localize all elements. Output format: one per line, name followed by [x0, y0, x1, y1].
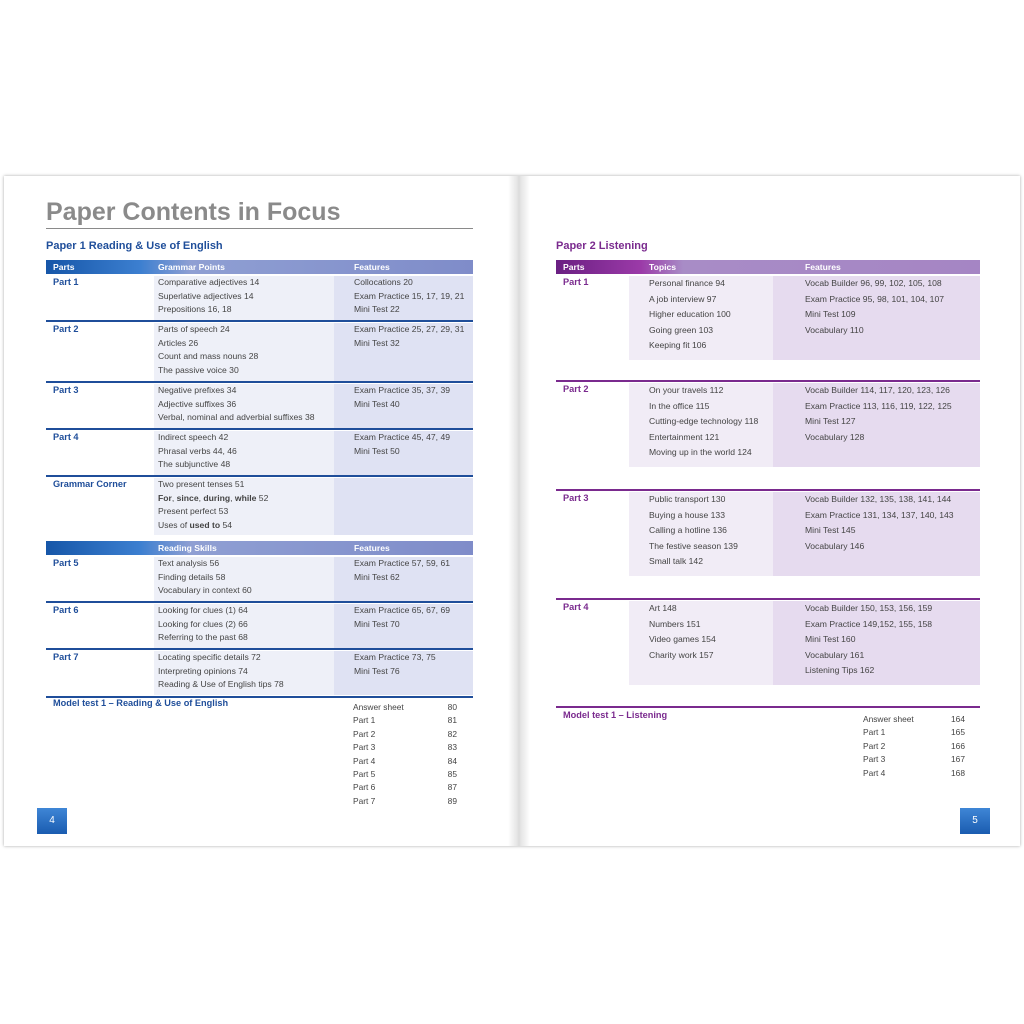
row-feature: Vocabulary 146 [805, 540, 865, 551]
model-test-item-page: 83 [447, 742, 457, 753]
row-feature: Mini Test 62 [354, 571, 400, 582]
row-part-label: Part 7 [53, 652, 79, 662]
row-items [649, 601, 716, 663]
row-part-label: Part 4 [53, 432, 79, 442]
row-items [649, 276, 731, 354]
row-feature: Mini Test 127 [805, 416, 856, 426]
row-item: Adjective suffixes 36 [158, 398, 237, 409]
row-feature: Mini Test 70 [354, 618, 400, 629]
paper2-heading: Paper 2 Listening [556, 240, 648, 252]
table-row [46, 276, 473, 320]
model-test-item [353, 768, 457, 781]
row-part-label: Part 3 [563, 493, 589, 503]
row-feature: Exam Practice 131, 134, 137, 140, 143 [805, 509, 954, 520]
model-test-item [863, 740, 965, 753]
model-test-item-name: Part 7 [353, 795, 376, 806]
row-features [354, 604, 450, 631]
model-test-item-name: Part 1 [353, 715, 376, 726]
model-test-item [863, 713, 965, 726]
model-test-list [353, 701, 457, 808]
row-feature: Exam Practice 149,152, 155, 158 [805, 618, 933, 629]
model-test-item-page: 89 [447, 795, 457, 806]
page-title: Paper Contents in Focus [46, 196, 473, 229]
row-separator [556, 380, 980, 382]
paper1-heading: Paper 1 Reading & Use of English [46, 240, 223, 252]
row-features [354, 323, 464, 350]
model-test-item [353, 741, 457, 754]
row-item: Referring to the past 68 [158, 632, 248, 642]
table-header-row [556, 260, 980, 274]
row-feature: Vocab Builder 132, 135, 138, 141, 144 [805, 494, 952, 504]
table-row [46, 478, 473, 535]
header-parts: Parts [53, 262, 75, 272]
row-separator [556, 706, 980, 708]
header-features: Features [354, 543, 390, 553]
header-middle: Topics [649, 262, 677, 272]
row-item: Vocabulary in context 60 [158, 585, 252, 595]
row-features [354, 431, 450, 458]
row-item: On your travels 112 [649, 385, 724, 395]
row-feature: Vocabulary 161 [805, 649, 865, 660]
row-feature: Exam Practice 113, 116, 119, 122, 125 [805, 400, 952, 411]
row-part-label: Part 1 [563, 277, 589, 287]
row-feature: Exam Practice 65, 67, 69 [354, 605, 451, 615]
row-feature: Exam Practice 57, 59, 61 [354, 558, 451, 568]
row-item: Two present tenses 51 [158, 479, 245, 489]
row-feature: Collocations 20 [354, 277, 413, 287]
row-item: The passive voice 30 [158, 364, 239, 375]
row-item: Count and mass nouns 28 [158, 351, 259, 361]
row-items [649, 492, 738, 570]
model-test-item-page: 87 [447, 782, 457, 793]
row-features [805, 492, 954, 554]
row-item: Comparative adjectives 14 [158, 277, 260, 287]
row-feature: Mini Test 109 [805, 309, 856, 319]
header-middle: Grammar Points [158, 262, 225, 272]
row-separator [46, 381, 473, 383]
row-feature: Mini Test 22 [354, 304, 400, 314]
model-test-item [863, 726, 965, 739]
table-row [46, 557, 473, 601]
model-test-item-name: Answer sheet [863, 714, 914, 724]
row-item: A job interview 97 [649, 293, 717, 304]
row-feature: Vocabulary 110 [805, 324, 864, 335]
model-test-item-name: Answer sheet [353, 702, 404, 712]
header-features: Features [354, 262, 390, 272]
model-test-label: Model test 1 – Listening [563, 710, 668, 720]
row-part-label: Grammar Corner [53, 479, 127, 489]
model-test-item-name: Part 1 [863, 727, 886, 738]
model-test-item [353, 755, 457, 768]
row-feature: Vocab Builder 96, 99, 102, 105, 108 [805, 278, 942, 288]
model-test-item-name: Part 3 [863, 754, 886, 765]
row-item: Phrasal verbs 44, 46 [158, 445, 237, 456]
row-separator [46, 648, 473, 650]
row-item: Text analysis 56 [158, 558, 220, 568]
row-features [354, 651, 436, 678]
row-item: Looking for clues (2) 66 [158, 618, 248, 629]
row-item: Interpreting opinions 74 [158, 665, 248, 676]
row-item: Indirect speech 42 [158, 432, 229, 442]
row-features [354, 384, 450, 411]
row-feature: Exam Practice 95, 98, 101, 104, 107 [805, 293, 945, 304]
row-items [158, 557, 252, 598]
row-separator [46, 475, 473, 477]
model-test-item-page: 166 [951, 740, 965, 751]
row-items [158, 651, 284, 692]
row-feature: Exam Practice 45, 47, 49 [354, 432, 451, 442]
row-items [158, 431, 237, 472]
row-item: Present perfect 53 [158, 506, 229, 516]
row-separator [556, 489, 980, 491]
row-item: Cutting-edge technology 118 [649, 416, 759, 426]
table-header-row [46, 541, 473, 555]
left-page [4, 176, 511, 846]
header-features: Features [805, 262, 841, 272]
model-test-item-page: 165 [951, 727, 965, 738]
row-separator [46, 601, 473, 603]
row-item: Going green 103 [649, 324, 714, 335]
header-middle: Reading Skills [158, 543, 217, 553]
row-feature: Mini Test 145 [805, 525, 856, 535]
row-part-label: Part 1 [53, 277, 79, 287]
row-feature: Exam Practice 15, 17, 19, 21 [354, 290, 465, 301]
model-test-item-name: Part 4 [353, 755, 376, 766]
row-item: Art 148 [649, 603, 677, 613]
row-item: Uses of used to 54 [158, 519, 233, 530]
model-test-item-name: Part 3 [353, 742, 376, 753]
model-test-item [353, 781, 457, 794]
row-feature: Mini Test 32 [354, 337, 400, 348]
model-test-item [353, 714, 457, 727]
row-features [805, 383, 952, 445]
row-separator [556, 598, 980, 600]
row-feature: Mini Test 40 [354, 398, 400, 409]
row-item: For, since, during, while 52 [158, 492, 269, 503]
row-features [805, 276, 944, 338]
model-test-item-page: 167 [951, 754, 965, 765]
table-row [556, 276, 980, 360]
model-test-item-page: 164 [951, 714, 965, 724]
table-header-row [46, 260, 473, 274]
model-test-list [863, 713, 965, 780]
row-item: Reading & Use of English tips 78 [158, 679, 284, 689]
row-item: Entertainment 121 [649, 431, 720, 442]
table-row [46, 651, 473, 695]
model-test-item-page: 168 [951, 767, 965, 778]
model-test-item [353, 701, 457, 714]
row-part-label: Part 2 [563, 384, 589, 394]
model-test-item-page: 81 [447, 715, 457, 726]
page-number-left: 4 [37, 808, 67, 834]
model-test-item-page: 80 [447, 702, 457, 712]
row-item: Video games 154 [649, 634, 716, 644]
row-feature: Exam Practice 25, 27, 29, 31 [354, 324, 465, 334]
book-spread [4, 176, 1020, 846]
row-part-label: Part 6 [53, 605, 79, 615]
model-test-label: Model test 1 – Reading & Use of English [53, 698, 229, 708]
row-item: Public transport 130 [649, 494, 726, 504]
row-items [158, 276, 259, 317]
table-row [46, 384, 473, 428]
row-item: Looking for clues (1) 64 [158, 605, 248, 615]
model-test-item [353, 728, 457, 741]
row-items [158, 604, 248, 645]
row-item: Negative prefixes 34 [158, 385, 237, 395]
model-test-item [353, 795, 457, 808]
row-part-label: Part 4 [563, 602, 589, 612]
row-feature: Vocab Builder 114, 117, 120, 123, 126 [805, 385, 950, 395]
row-item: Numbers 151 [649, 618, 701, 629]
table-row [46, 323, 473, 381]
row-item: Articles 26 [158, 337, 199, 348]
row-features [805, 601, 932, 679]
row-items [649, 383, 758, 461]
model-test-item-page: 85 [447, 768, 457, 779]
row-separator [46, 320, 473, 322]
header-parts: Parts [563, 262, 585, 272]
row-items [158, 323, 258, 377]
table-row [46, 604, 473, 648]
model-test-item-name: Part 2 [353, 728, 376, 739]
model-test-item-name: Part 2 [863, 740, 886, 751]
table-row [556, 492, 980, 576]
row-item: Prepositions 16, 18 [158, 304, 232, 314]
row-item: Calling a hotline 136 [649, 525, 727, 535]
model-test-item [863, 753, 965, 766]
row-items [158, 384, 315, 425]
row-feature: Exam Practice 73, 75 [354, 652, 436, 662]
row-feature: Mini Test 50 [354, 445, 400, 456]
model-test-item-name: Part 5 [353, 768, 376, 779]
page-number-right: 5 [960, 808, 990, 834]
row-item: The subjunctive 48 [158, 459, 231, 469]
model-test-item-name: Part 6 [353, 782, 376, 793]
row-feature: Mini Test 160 [805, 634, 856, 644]
row-item: Personal finance 94 [649, 278, 725, 288]
row-item: In the office 115 [649, 400, 710, 411]
row-items [158, 478, 268, 532]
row-item: Buying a house 133 [649, 509, 725, 520]
row-part-label: Part 5 [53, 558, 79, 568]
row-item: Charity work 157 [649, 649, 714, 660]
table-row [556, 601, 980, 685]
row-feature: Mini Test 76 [354, 665, 400, 676]
row-feature: Exam Practice 35, 37, 39 [354, 385, 451, 395]
row-feature: Listening Tips 162 [805, 665, 875, 675]
row-feature: Vocabulary 128 [805, 431, 865, 442]
row-feature: Vocab Builder 150, 153, 156, 159 [805, 603, 933, 613]
row-item: Higher education 100 [649, 309, 731, 319]
table-row [46, 431, 473, 475]
row-item: Finding details 58 [158, 571, 226, 582]
row-item: Verbal, nominal and adverbial suffixes 38 [158, 412, 315, 422]
row-item: The festive season 139 [649, 540, 738, 551]
model-test-item [863, 767, 965, 780]
row-features [354, 557, 450, 584]
row-item: Superlative adjectives 14 [158, 290, 254, 301]
row-item: Locating specific details 72 [158, 652, 261, 662]
model-test-item-name: Part 4 [863, 767, 886, 778]
row-part-label: Part 3 [53, 385, 79, 395]
row-item: Parts of speech 24 [158, 324, 230, 334]
row-separator [46, 428, 473, 430]
row-item: Keeping fit 106 [649, 340, 707, 350]
row-part-label: Part 2 [53, 324, 79, 334]
right-page [511, 176, 1020, 846]
row-item: Small talk 142 [649, 556, 703, 566]
row-item: Moving up in the world 124 [649, 447, 752, 457]
model-test-item-page: 82 [447, 728, 457, 739]
model-test-item-page: 84 [447, 755, 457, 766]
table-row [556, 383, 980, 467]
row-features [354, 276, 464, 317]
